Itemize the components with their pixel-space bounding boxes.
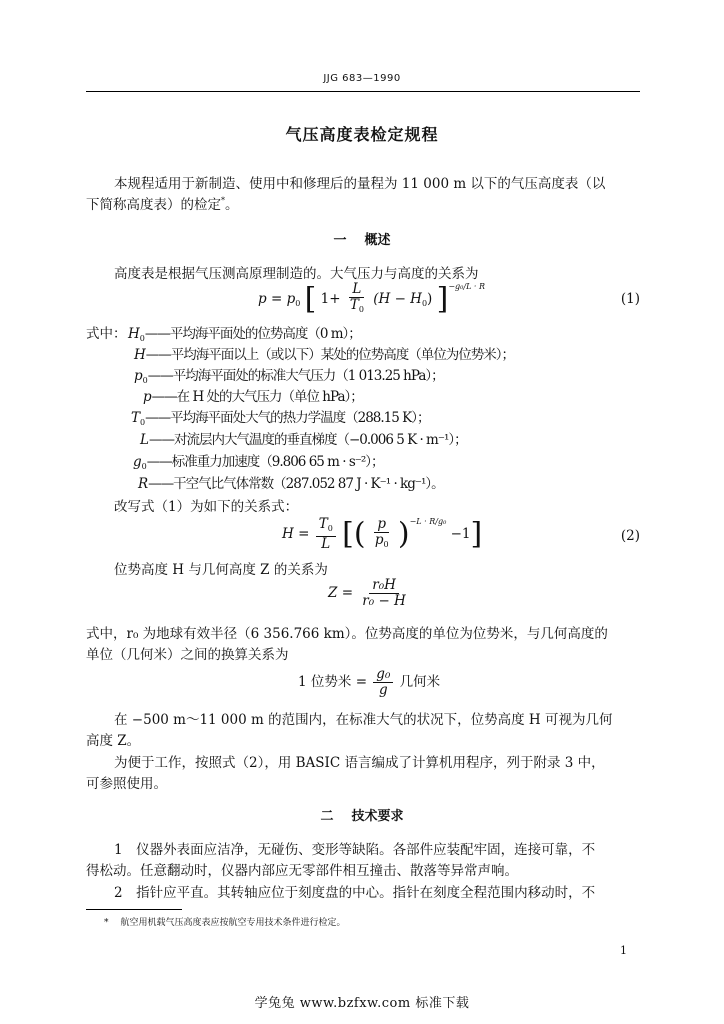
equation-number-1: (1) (620, 291, 640, 307)
intro-text: 下简称高度表）的检定 (86, 197, 221, 213)
equation-number-2: (2) (620, 528, 640, 544)
geo-height-paragraph: 位势高度 H 与几何高度 Z 的关系为 (114, 562, 328, 578)
definitions-lead: 式中： (86, 326, 127, 342)
header-rule (86, 91, 640, 92)
page-number: 1 (620, 944, 627, 957)
definition-H0: $H_0——$平均海平面处的位势高度（0 m）； (128, 326, 361, 343)
definition-g0: $g_0——$标准重力加速度（9.806 65 m · s⁻²）； (133, 454, 384, 471)
basic-line-2: 可参照使用。 (86, 776, 167, 792)
definition-L: L——对流层内大气温度的垂直梯度（−0.006 5 K · m⁻¹）； (140, 432, 467, 448)
requirement-1-line-1: 1 仪器外表面应洁净，无碰伤、变形等缺陷。各部件应装配牢固，连接可靠，不 (114, 842, 596, 858)
intro-line-2: 下简称高度表）的检定*。 (86, 196, 239, 213)
definition-p: p——在 H 处的大气压力（单位 hPa）； (143, 389, 363, 405)
fraction-p-p0: $\frac{p}{p_0}$ (374, 516, 389, 549)
footnote-ref: * (221, 196, 225, 205)
r0-line-1: 式中，r₀ 为地球有效半径（6 356.766 km）。位势高度的单位为位势米，与几何高度的 (86, 626, 608, 642)
fraction-T0-L: $\frac{T_0}{L}$ (316, 517, 336, 552)
page-title: 气压高度表检定规程 (285, 125, 439, 144)
definition-R: R——干空气比气体常数（287.052 87 J · K⁻¹ · kg⁻¹）。 (138, 476, 444, 492)
footnote (104, 915, 346, 928)
requirement-1-line-2: 得松动。任意翻动时，仪器内部应无零部件相互撞击、散落等异常声响。 (86, 863, 518, 879)
section-heading-2: 二 技术要求 (320, 809, 404, 824)
r0-line-2: 单位（几何米）之间的换算关系为 (86, 647, 289, 663)
equation-1: $p = p_0$ [ 1+ $\frac{L}{T_0}$ $(H - H_0)$ ]$^{-g_0/L \cdot R}$ (258, 281, 486, 317)
fraction-L-T0: $\frac{L}{T_0}$ (349, 281, 364, 314)
fraction-r0H: $\frac{\text{r₀H}}{\text{r₀ − H}}$ (362, 577, 406, 609)
definition-T0: $T_0——$平均海平面处大气的热力学温度（288.15 K）； (131, 410, 430, 427)
requirement-2: 2 指针应平直。其转轴应位于刻度盘的中心。指针在刻度全程范围内移动时，不 (114, 885, 596, 901)
footnote-mark: * (104, 918, 109, 928)
range-line-1: 在 −500 m～11 000 m 的范围内，在标准大气的状况下，位势高度 H 可视为几何 (114, 712, 613, 728)
standard-code: JJG 683—1990 (323, 73, 401, 84)
equation-4: 1 位势米 = $\frac{\text{g₀}}{g}$ 几何米 (298, 666, 441, 698)
definition-p0: $p_0——$平均海平面处的标准大气压力（1 013.25 hPa）； (134, 368, 444, 385)
footnote-text: 航空用机载气压高度表应按航空专用技术条件进行检定。 (120, 918, 346, 928)
range-line-2: 高度 Z。 (86, 733, 141, 749)
basic-line-1: 为便于工作，按照式（2），用 BASIC 语言编成了计算机用程序，列于附录 3 中， (114, 755, 605, 771)
equation-2: H = $\frac{T_0}{L}$ [( $\frac{p}{p_0}$ )$^{-L \cdot R/g_0}$ −1] (282, 516, 483, 552)
relation-paragraph: 高度表是根据气压测高原理制造的。大气压力与高度的关系为 (114, 266, 479, 282)
footnote-rule (86, 909, 182, 910)
intro-line-1: 本规程适用于新制造、使用中和修理后的量程为 11 000 m 以下的气压高度表（以 (114, 176, 606, 192)
section-heading-1: 一 概述 (333, 233, 391, 248)
equation-3: Z = $\frac{\text{r₀H}}{\text{r₀ − H}}$ (328, 578, 411, 609)
fraction-g0-g: $\frac{\text{g₀}}{g}$ (373, 667, 393, 698)
site-watermark: 学兔兔 www.bzfxw.com 标准下载 (254, 996, 470, 1011)
rewrite-paragraph: 改写式（1）为如下的关系式： (114, 499, 299, 515)
definition-H: H——平均海平面以上（或以下）某处的位势高度（单位为位势米）； (134, 347, 515, 363)
